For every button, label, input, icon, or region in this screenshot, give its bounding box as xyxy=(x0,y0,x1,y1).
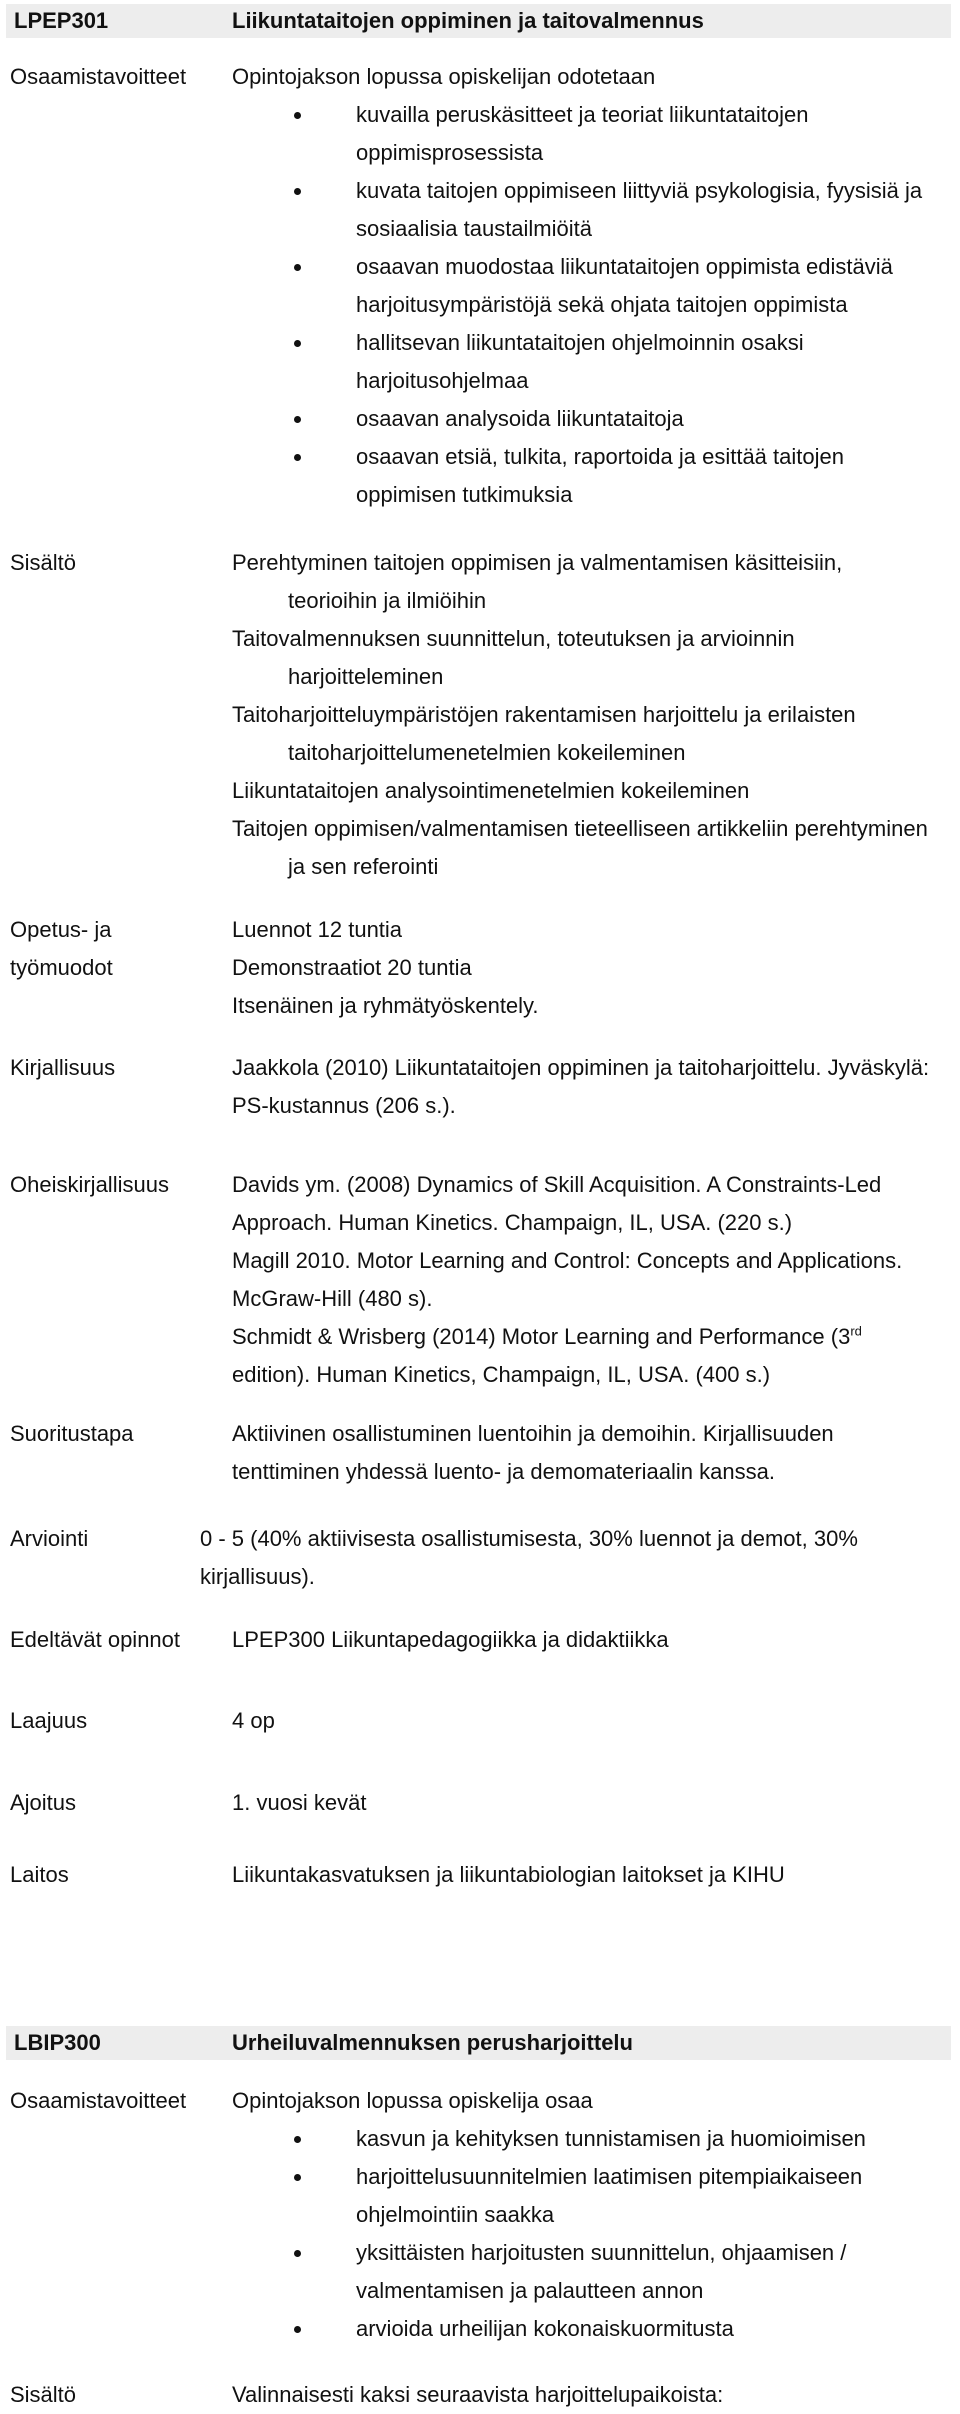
reference-item: Davids ym. (2008) Dynamics of Skill Acquisition. A Constraints-Led Approach. Human Kinetics. Champaign, IL, USA. (220 s.) xyxy=(232,1172,882,1235)
content-label: Sisältö xyxy=(10,550,77,575)
method-item: Demonstraatiot 20 tuntia xyxy=(232,955,472,980)
method-item: Itsenäinen ja ryhmätyöskentely. xyxy=(232,993,539,1018)
content-item: Taitoharjoitteluympäristöjen rakentamisen harjoittelu ja erilaisten taitoharjoittelumenetelmien kokeileminen xyxy=(232,702,856,765)
timing-value: 1. vuosi kevät xyxy=(232,1790,367,1815)
timing-label: Ajoitus xyxy=(10,1790,77,1815)
list-item: osaavan muodostaa liikuntataitojen oppimista edistäviä harjoitusympäristöjä sekä ohjata taitojen oppimista xyxy=(232,248,932,324)
objectives-label: Osaamistavoitteet xyxy=(10,2088,187,2113)
course-title: Urheiluvalmennuksen perusharjoittelu xyxy=(232,2030,633,2055)
course-header xyxy=(6,2026,951,2060)
list-item: kuvata taitojen oppimiseen liittyviä psykologisia, fyysisiä ja sosiaalisia taustailmiöitä xyxy=(232,172,932,248)
grading-label: Arviointi xyxy=(10,1526,89,1551)
objectives-value xyxy=(232,2082,932,2348)
completion-value: Aktiivinen osallistuminen luentoihin ja demoihin. Kirjallisuuden tenttiminen yhdessä luento- ja demomateriaalin kanssa. xyxy=(232,1421,834,1484)
content-item: Taitojen oppimisen/valmentamisen tieteelliseen artikkeliin perehtyminen ja sen referointi xyxy=(232,816,928,879)
department-label: Laitos xyxy=(10,1862,69,1887)
objectives-intro: Opintojakson lopussa opiskelijan odotetaan xyxy=(232,64,656,89)
list-item: kuvailla peruskäsitteet ja teoriat liikuntataitojen oppimisprosessista xyxy=(232,96,932,172)
objectives-list xyxy=(232,96,932,514)
literature-label: Kirjallisuus xyxy=(10,1055,116,1080)
reference-superscript: rd xyxy=(850,1323,862,1339)
reference-item xyxy=(232,1318,932,1394)
method-item: Luennot 12 tuntia xyxy=(232,917,403,942)
department-value: Liikuntakasvatuksen ja liikuntabiologian laitokset ja KIHU xyxy=(232,1862,785,1887)
list-item: kasvun ja kehityksen tunnistamisen ja huomioimisen xyxy=(232,2120,932,2158)
methods-label: Opetus- ja työmuodot xyxy=(10,917,113,980)
content-label: Sisältö xyxy=(10,2382,77,2407)
course-header xyxy=(6,4,951,38)
content-value xyxy=(232,544,932,886)
objectives-intro: Opintojakson lopussa opiskelija osaa xyxy=(232,2088,593,2113)
course-title: Liikuntataitojen oppiminen ja taitovalmennus xyxy=(232,8,704,33)
list-item: osaavan analysoida liikuntataitoja xyxy=(232,400,932,438)
content-item: Taitovalmennuksen suunnittelun, toteutuksen ja arvioinnin harjoitteleminen xyxy=(232,626,795,689)
list-item: hallitsevan liikuntataitojen ohjelmoinnin osaksi harjoitusohjelmaa xyxy=(232,324,932,400)
completion-label: Suoritustapa xyxy=(10,1421,134,1446)
course-code: LPEP301 xyxy=(14,8,109,33)
prereq-label: Edeltävät opinnot xyxy=(10,1627,181,1652)
list-item: arvioida urheilijan kokonaiskuormitusta xyxy=(232,2310,932,2348)
content-item: Perehtyminen taitojen oppimisen ja valmentamisen käsitteisiin, teorioihin ja ilmiöihin xyxy=(232,550,843,613)
objectives-list xyxy=(232,2120,932,2348)
extra-literature-label: Oheiskirjallisuus xyxy=(10,1172,169,1197)
course-code: LBIP300 xyxy=(14,2030,101,2055)
list-item: harjoittelusuunnitelmien laatimisen pitempiaikaiseen ohjelmointiin saakka xyxy=(232,2158,932,2234)
scope-value: 4 op xyxy=(232,1708,275,1733)
literature-value: Jaakkola (2010) Liikuntataitojen oppiminen ja taitoharjoittelu. Jyväskylä: PS-kustannus (206 s.). xyxy=(232,1055,930,1118)
objectives-label: Osaamistavoitteet xyxy=(10,64,187,89)
reference-text: edition). Human Kinetics, Champaign, IL, USA. (400 s.) xyxy=(232,1362,771,1387)
content-value: Valinnaisesti kaksi seuraavista harjoittelupaikoista: xyxy=(232,2382,724,2407)
methods-value xyxy=(232,911,932,1025)
list-item: osaavan etsiä, tulkita, raportoida ja esittää taitojen oppimisen tutkimuksia xyxy=(232,438,932,514)
content-item: Liikuntataitojen analysointimenetelmien kokeileminen xyxy=(232,778,750,803)
grading-value: 0 - 5 (40% aktiivisesta osallistumisesta, 30% luennot ja demot, 30% kirjallisuus). xyxy=(200,1526,858,1589)
objectives-value xyxy=(232,58,932,514)
scope-label: Laajuus xyxy=(10,1708,88,1733)
reference-text: Schmidt & Wrisberg (2014) Motor Learning and Performance (3 xyxy=(232,1324,851,1349)
reference-item: Magill 2010. Motor Learning and Control: Concepts and Applications. McGraw-Hill (480 s). xyxy=(232,1248,903,1311)
list-item: yksittäisten harjoitusten suunnittelun, ohjaamisen / valmentamisen ja palautteen annon xyxy=(232,2234,932,2310)
prereq-value: LPEP300 Liikuntapedagogiikka ja didaktiikka xyxy=(232,1627,669,1652)
extra-literature-value xyxy=(232,1166,932,1394)
